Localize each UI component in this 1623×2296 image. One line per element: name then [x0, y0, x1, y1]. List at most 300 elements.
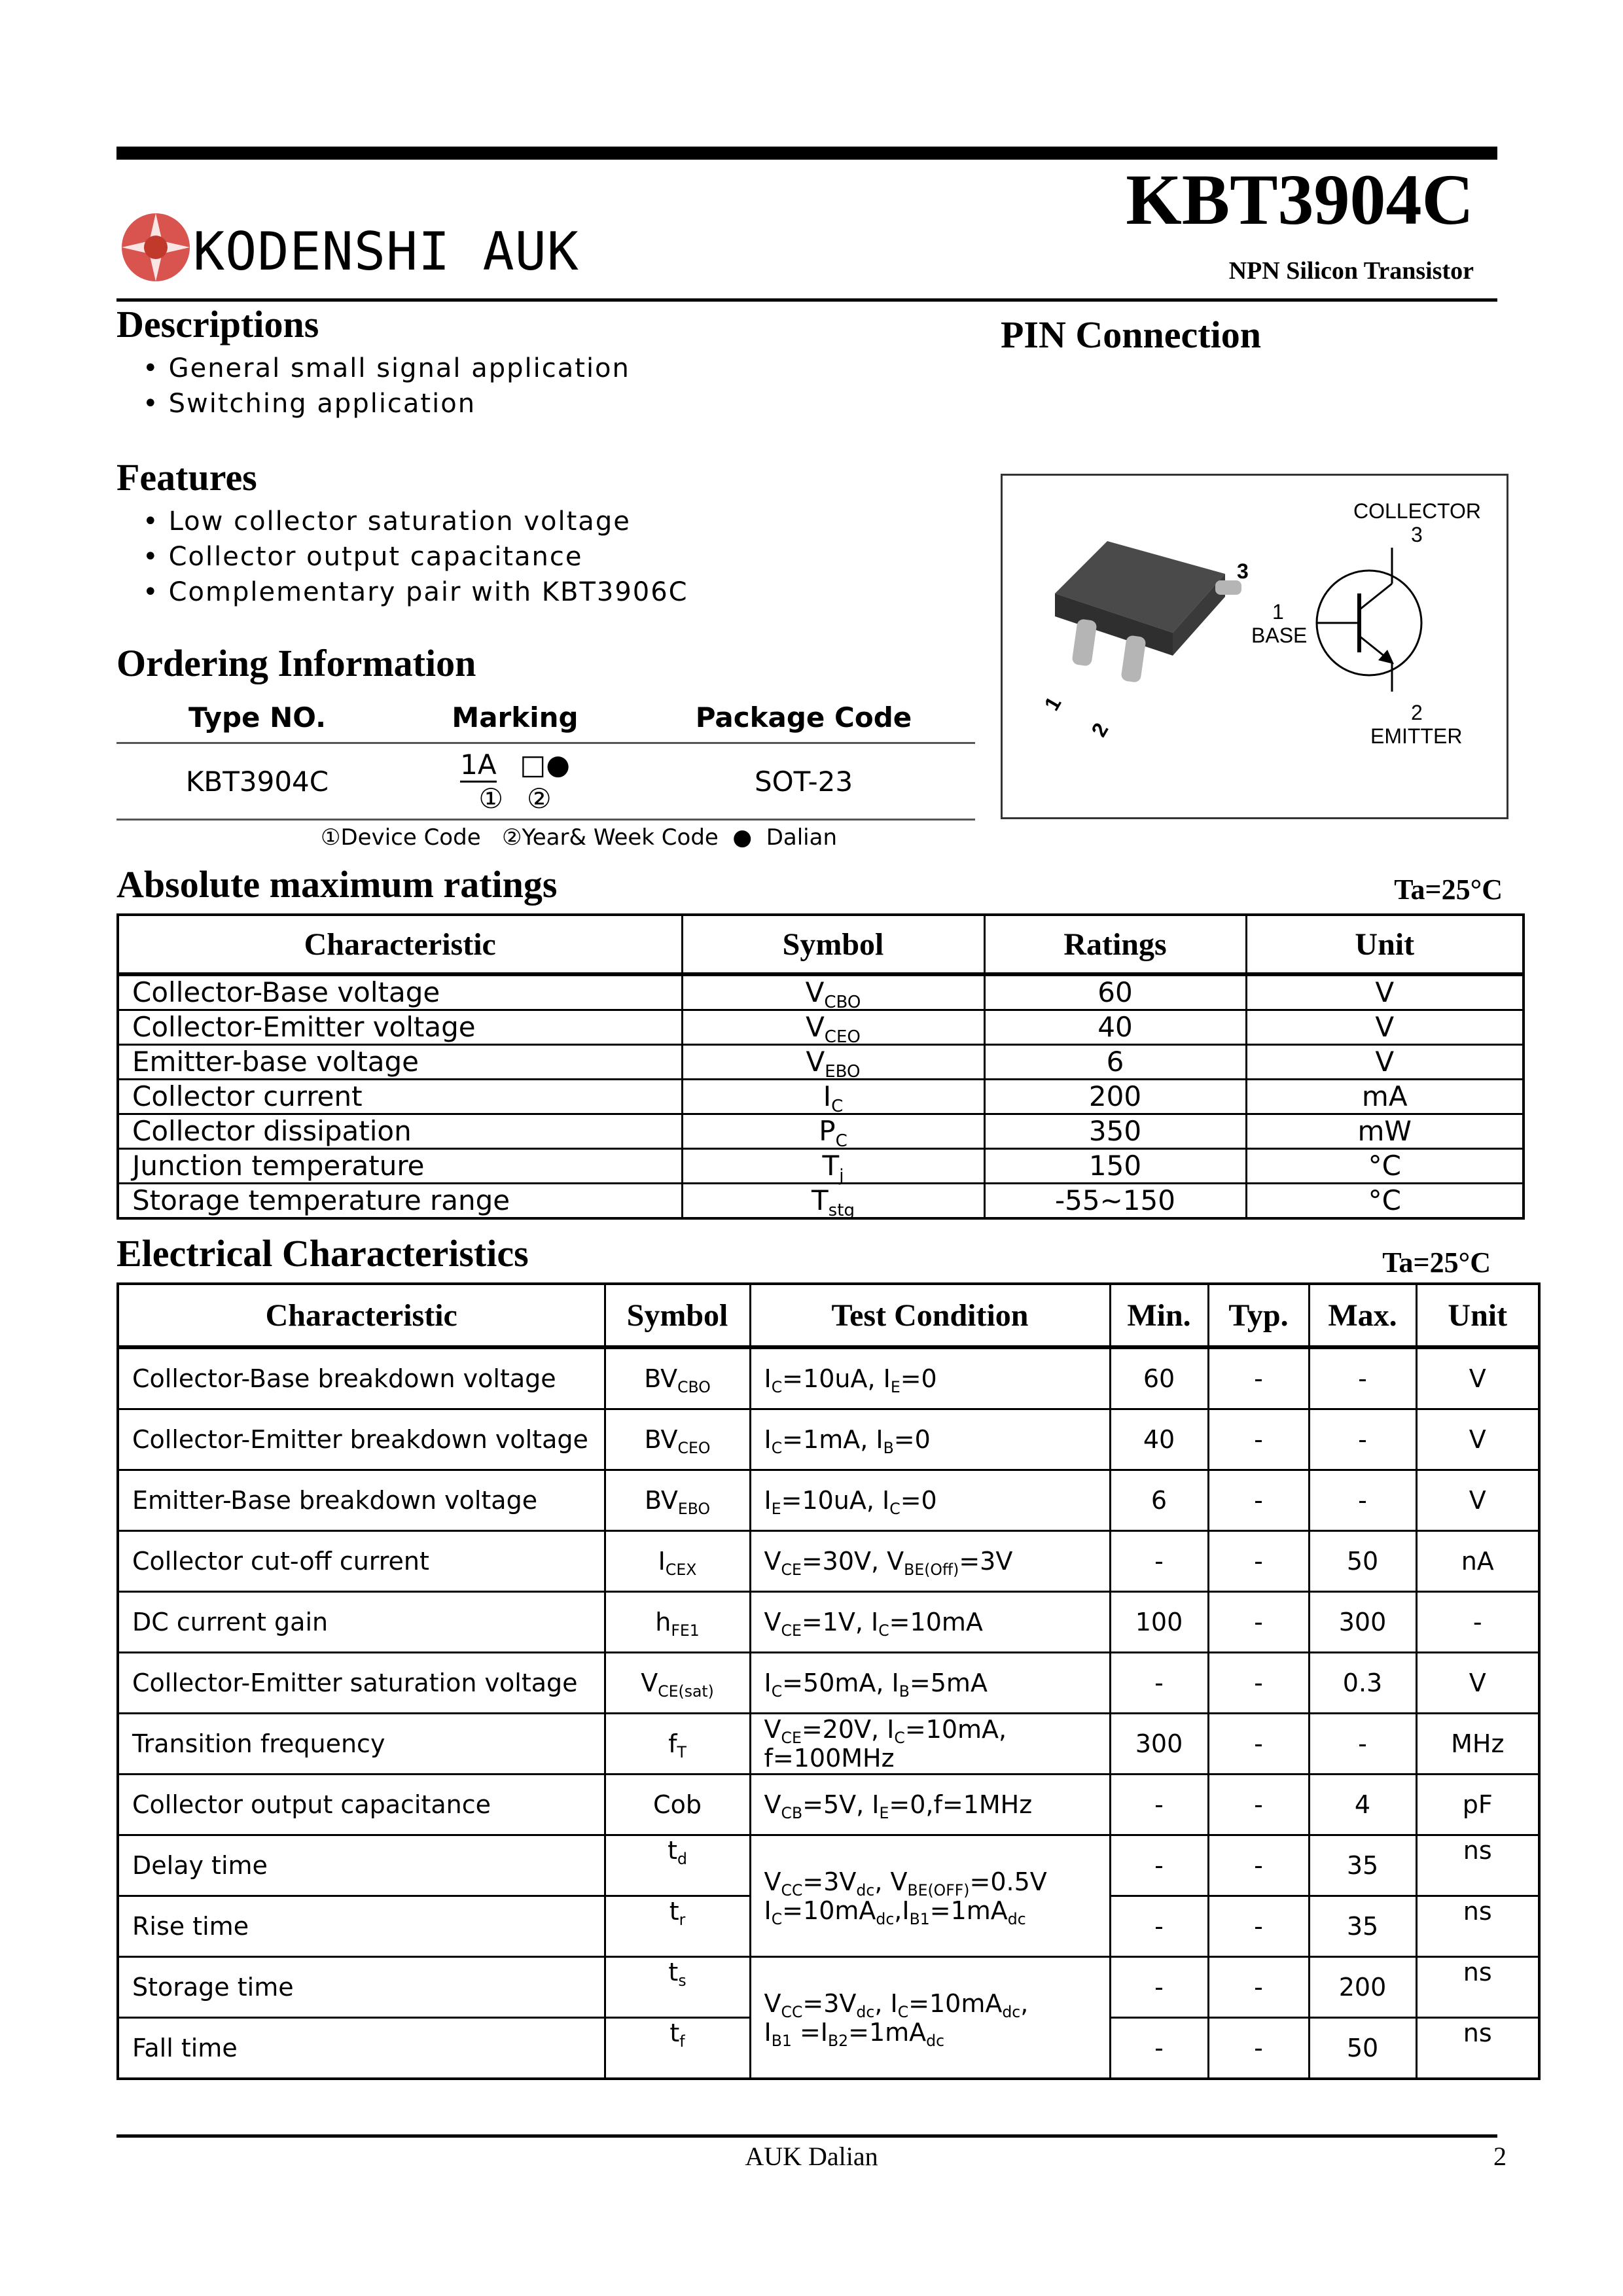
- table-row: [118, 1149, 1524, 1184]
- subscript: BE(OFF): [907, 1881, 970, 1899]
- elec-max: 200: [1309, 1957, 1416, 2018]
- symbol-sub: EBO: [825, 1062, 861, 1082]
- features-heading: Features: [116, 456, 257, 499]
- symbol-sub: CBO: [824, 993, 861, 1013]
- condition-line: [764, 2017, 1109, 2050]
- elec-typ: -: [1208, 1531, 1309, 1592]
- table-row: [118, 1010, 1524, 1045]
- elec-test-condition: [750, 1531, 1110, 1592]
- symbol-sub: f: [679, 2032, 685, 2051]
- symbol-main: f: [668, 1729, 677, 1758]
- elec-unit: nA: [1416, 1531, 1539, 1592]
- elec-unit: MHz: [1416, 1714, 1539, 1775]
- elec-unit: ns: [1416, 2018, 1539, 2079]
- text-part: =10uA, I: [781, 1486, 890, 1515]
- elec-characteristic: Rise time: [118, 1896, 605, 1957]
- abs-symbol: [682, 1010, 984, 1048]
- abs-symbol: [682, 1045, 984, 1080]
- company-logo: [116, 208, 195, 287]
- symbol-main: P: [819, 1115, 836, 1147]
- symbol-main: I: [658, 1547, 666, 1576]
- elec-min: 300: [1110, 1714, 1208, 1775]
- abs-rating: 150: [984, 1149, 1246, 1184]
- text-part: V: [764, 1867, 781, 1896]
- elec-header-test-condition: Test Condition: [750, 1284, 1110, 1347]
- text-part: =I: [791, 2017, 828, 2047]
- elec-unit: pF: [1416, 1775, 1539, 1835]
- subscript: dc: [856, 2002, 875, 2021]
- symbol-main: h: [655, 1608, 671, 1636]
- symbol-main: T: [812, 1184, 829, 1216]
- table-row: [118, 1714, 1539, 1775]
- ordering-note: ①Device Code ②Year& Week Code ● Dalian: [321, 824, 838, 851]
- symbol-sub: FE1: [671, 1621, 700, 1640]
- elec-symbol: [605, 1531, 750, 1592]
- elec-symbol: [605, 1409, 750, 1470]
- subscript: CE: [781, 1561, 802, 1580]
- elec-header-characteristic: Characteristic: [118, 1284, 605, 1347]
- package-pin-3: 3: [1237, 559, 1249, 583]
- symbol-sub: CBO: [677, 1378, 711, 1397]
- subscript: C: [897, 2002, 909, 2021]
- text-part: V: [764, 1547, 781, 1576]
- elec-typ: -: [1208, 1653, 1309, 1714]
- elec-min: -: [1110, 1653, 1208, 1714]
- abs-max-condition: Ta=25°C: [1394, 874, 1503, 906]
- text-part: I: [764, 1364, 772, 1393]
- ordering-header-marking: Marking: [398, 692, 632, 743]
- elec-characteristic: Delay time: [118, 1835, 605, 1896]
- elec-symbol: [605, 1775, 750, 1835]
- symbol-main: t: [668, 1958, 679, 1987]
- elec-characteristic: Collector-Emitter saturation voltage: [118, 1653, 605, 1714]
- abs-unit: °C: [1246, 1184, 1524, 1219]
- elec-min: -: [1110, 1835, 1208, 1896]
- abs-header-unit: Unit: [1246, 915, 1524, 974]
- elec-symbol: [605, 1957, 750, 2018]
- subscript: E: [771, 1500, 781, 1519]
- symbol-sub: CEO: [677, 1439, 711, 1458]
- elec-max: 35: [1309, 1835, 1416, 1896]
- elec-max: -: [1309, 1714, 1416, 1775]
- text-part: =0.5V: [969, 1867, 1047, 1896]
- table-row: [116, 743, 975, 820]
- symbol-sub: EBO: [677, 1500, 711, 1519]
- symbol-main: BV: [644, 1364, 678, 1393]
- header-rule: [116, 298, 1497, 302]
- symbol-main: V: [805, 976, 825, 1008]
- elec-header-max: Max.: [1309, 1284, 1416, 1347]
- abs-unit: mA: [1246, 1080, 1524, 1114]
- text-part: =0: [893, 1425, 931, 1454]
- elec-typ: -: [1208, 1470, 1309, 1531]
- elec-header-unit: Unit: [1416, 1284, 1539, 1347]
- subscript: C: [771, 1682, 783, 1701]
- marking-circle-1: ①: [478, 782, 503, 815]
- subscript: B: [883, 1439, 894, 1458]
- abs-characteristic: Emitter-base voltage: [118, 1045, 682, 1080]
- elec-symbol: [605, 1896, 750, 1957]
- text-part: V: [764, 1790, 781, 1819]
- subscript: E: [879, 1804, 889, 1823]
- elec-symbol: [605, 1835, 750, 1896]
- symbol-sub: CE(sat): [658, 1682, 714, 1701]
- elec-max: 50: [1309, 1531, 1416, 1592]
- ordering-header-package: Package Code: [632, 692, 975, 743]
- list-item: • Switching application: [143, 386, 630, 421]
- elec-max: -: [1309, 1347, 1416, 1409]
- ordering-table: [116, 692, 975, 821]
- elec-test-condition: [750, 1775, 1110, 1835]
- collector-label: COLLECTOR: [1353, 499, 1482, 523]
- package-pin-2: 2: [1086, 718, 1113, 741]
- table-row: [118, 1531, 1539, 1592]
- text-part: =1V, I: [801, 1608, 879, 1636]
- elec-symbol: [605, 1470, 750, 1531]
- top-rule: [116, 147, 1497, 160]
- elec-max: 0.3: [1309, 1653, 1416, 1714]
- symbol-sub: C: [831, 1097, 844, 1117]
- pin-connection-heading: PIN Connection: [1001, 313, 1261, 356]
- subscript: B2: [828, 2031, 849, 2050]
- base-label: BASE: [1251, 624, 1308, 647]
- text-part: V: [764, 1608, 781, 1636]
- elec-min: -: [1110, 1957, 1208, 2018]
- symbol-main: I: [823, 1080, 832, 1112]
- table-row: [118, 1347, 1539, 1409]
- elec-min: -: [1110, 1531, 1208, 1592]
- elec-test-condition: [750, 1653, 1110, 1714]
- elec-symbol: [605, 1653, 750, 1714]
- symbol-sub: T: [677, 1743, 687, 1762]
- abs-characteristic: Storage temperature range: [118, 1184, 682, 1219]
- abs-unit: V: [1246, 974, 1524, 1010]
- text-part: =0,f=1MHz: [889, 1790, 1033, 1819]
- elec-unit: V: [1416, 1470, 1539, 1531]
- elec-min: 6: [1110, 1470, 1208, 1531]
- table-row: [118, 1957, 1539, 2018]
- table-row: [118, 1470, 1539, 1531]
- subscript: C: [771, 1378, 783, 1397]
- subscript: B1: [909, 1909, 930, 1928]
- elec-unit: -: [1416, 1592, 1539, 1653]
- abs-unit: V: [1246, 1045, 1524, 1080]
- elec-typ: -: [1208, 1714, 1309, 1775]
- list-item: • Complementary pair with KBT3906C: [143, 574, 688, 610]
- table-row: [118, 1114, 1524, 1149]
- subscript: BE(Off): [904, 1561, 959, 1580]
- elec-max: 35: [1309, 1896, 1416, 1957]
- subscript: dc: [1002, 2002, 1021, 2021]
- symbol-main: BV: [644, 1486, 678, 1515]
- elec-min: 100: [1110, 1592, 1208, 1653]
- table-row: [118, 1184, 1524, 1219]
- abs-rating: 6: [984, 1045, 1246, 1080]
- elec-min: -: [1110, 2018, 1208, 2079]
- abs-characteristic: Junction temperature: [118, 1149, 682, 1184]
- collector-pin-number: 3: [1411, 523, 1423, 546]
- elec-characteristic: Collector-Emitter breakdown voltage: [118, 1409, 605, 1470]
- symbol-main: V: [806, 1046, 825, 1078]
- ordering-package: SOT-23: [632, 743, 975, 820]
- elec-condition: Ta=25°C: [1382, 1246, 1491, 1279]
- symbol-main: V: [806, 1011, 825, 1043]
- elec-heading: Electrical Characteristics: [116, 1232, 529, 1275]
- text-part: =5V, I: [802, 1790, 880, 1819]
- subscript: dc: [1007, 1909, 1026, 1928]
- abs-unit: V: [1246, 1010, 1524, 1045]
- table-row: [118, 1409, 1539, 1470]
- abs-symbol: [682, 1080, 984, 1117]
- elec-test-condition: [750, 1470, 1110, 1531]
- text-part: =10uA, I: [782, 1364, 891, 1393]
- elec-typ: -: [1208, 1835, 1309, 1896]
- elec-test-condition: [750, 1409, 1110, 1470]
- table-row: [118, 1045, 1524, 1080]
- emitter-label: EMITTER: [1370, 724, 1463, 748]
- text-part: =50mA, I: [782, 1669, 899, 1697]
- elec-symbol: [605, 1347, 750, 1409]
- abs-characteristic: Collector-Emitter voltage: [118, 1010, 682, 1045]
- abs-max-heading: Absolute maximum ratings: [116, 863, 558, 906]
- text-part: I: [764, 2017, 772, 2047]
- elec-min: 40: [1110, 1409, 1208, 1470]
- elec-unit: V: [1416, 1653, 1539, 1714]
- table-row: [118, 1653, 1539, 1714]
- elec-header-typ: Typ.: [1208, 1284, 1309, 1347]
- elec-symbol: [605, 1592, 750, 1653]
- features-list: [143, 504, 688, 610]
- list-item: • Low collector saturation voltage: [143, 504, 688, 539]
- elec-unit: ns: [1416, 1896, 1539, 1957]
- subscript: C: [889, 1500, 901, 1519]
- footer-rule: [116, 2134, 1497, 2138]
- elec-test-condition: [750, 1592, 1110, 1653]
- text-part: =3V: [802, 1867, 857, 1896]
- subscript: B1: [771, 2031, 792, 2050]
- ordering-marking: [398, 743, 632, 820]
- text-part: =1mA, I: [782, 1425, 883, 1454]
- subscript: C: [878, 1621, 889, 1640]
- elec-table: [116, 1282, 1541, 2080]
- text-part: I: [764, 1669, 772, 1697]
- ordering-heading: Ordering Information: [116, 642, 476, 684]
- elec-typ: -: [1208, 1347, 1309, 1409]
- marking-box: □●: [520, 748, 570, 781]
- table-row: [118, 1835, 1539, 1896]
- text-part: , V: [874, 1867, 908, 1896]
- text-part: =3V: [802, 1988, 857, 2018]
- elec-test-condition: [750, 1835, 1110, 1957]
- elec-unit: V: [1416, 1347, 1539, 1409]
- subscript: CE: [781, 1621, 802, 1640]
- symbol-sub: j: [839, 1166, 844, 1186]
- abs-rating: 40: [984, 1010, 1246, 1045]
- elec-typ: -: [1208, 2018, 1309, 2079]
- elec-typ: -: [1208, 1409, 1309, 1470]
- subscript: CB: [781, 1804, 803, 1823]
- elec-typ: -: [1208, 1957, 1309, 2018]
- text-part: =3V: [959, 1547, 1013, 1576]
- text-part: =30V, V: [801, 1547, 904, 1576]
- elec-header-min: Min.: [1110, 1284, 1208, 1347]
- abs-characteristic: Collector-Base voltage: [118, 974, 682, 1010]
- subscript: dc: [876, 1909, 895, 1928]
- symbol-main: T: [822, 1150, 840, 1182]
- text-part: V: [764, 1715, 781, 1744]
- elec-max: -: [1309, 1470, 1416, 1531]
- logo-icon: [116, 208, 195, 287]
- text-part: ,: [1020, 1988, 1029, 2018]
- abs-header-characteristic: Characteristic: [118, 915, 682, 974]
- package-pin-1: 1: [1039, 692, 1066, 715]
- abs-symbol: [682, 974, 984, 1013]
- abs-characteristic: Collector current: [118, 1080, 682, 1114]
- subscript: E: [890, 1378, 901, 1397]
- abs-symbol: [682, 1184, 984, 1219]
- elec-characteristic: Transition frequency: [118, 1714, 605, 1775]
- symbol-main: t: [668, 1836, 677, 1865]
- elec-min: -: [1110, 1896, 1208, 1957]
- list-item: • Collector output capacitance: [143, 539, 688, 574]
- symbol-sub: r: [679, 1911, 686, 1930]
- descriptions-heading: Descriptions: [116, 303, 319, 345]
- abs-symbol: [682, 1114, 984, 1152]
- elec-unit: ns: [1416, 1835, 1539, 1896]
- elec-max: 4: [1309, 1775, 1416, 1835]
- part-subtitle: NPN Silicon Transistor: [1228, 257, 1474, 285]
- symbol-sub: C: [835, 1131, 847, 1152]
- table-row: [118, 1592, 1539, 1653]
- subscript: B: [899, 1682, 910, 1701]
- condition-line: [764, 1988, 1109, 2021]
- table-row: [118, 1080, 1524, 1114]
- elec-characteristic: Collector output capacitance: [118, 1775, 605, 1835]
- ordering-type-no: KBT3904C: [116, 743, 398, 820]
- text-part: I: [764, 1425, 772, 1454]
- abs-rating: 350: [984, 1114, 1246, 1149]
- abs-max-table: [116, 913, 1525, 1220]
- symbol-main: BV: [644, 1425, 678, 1454]
- elec-min: -: [1110, 1775, 1208, 1835]
- abs-rating: 200: [984, 1080, 1246, 1114]
- text-part: =10mA: [782, 1896, 876, 1925]
- subscript: dc: [926, 2031, 945, 2050]
- text-part: V: [764, 1988, 781, 2018]
- emitter-pin-number: 2: [1411, 701, 1423, 724]
- elec-test-condition: [750, 1347, 1110, 1409]
- elec-test-condition: [750, 1714, 1110, 1775]
- subscript: C: [771, 1439, 783, 1458]
- footer-text: AUK Dalian: [745, 2142, 878, 2171]
- text-part: =1mA: [929, 1896, 1008, 1925]
- base-pin-number: 1: [1272, 600, 1284, 624]
- elec-unit: ns: [1416, 1957, 1539, 2018]
- elec-max: 50: [1309, 2018, 1416, 2079]
- condition-line: [764, 1896, 1109, 1928]
- text-part: I: [764, 1896, 772, 1925]
- abs-characteristic: Collector dissipation: [118, 1114, 682, 1149]
- subscript: C: [771, 1909, 783, 1928]
- table-row: [118, 974, 1524, 1010]
- table-row: [118, 1775, 1539, 1835]
- elec-symbol: [605, 2018, 750, 2079]
- elec-characteristic: Emitter-Base breakdown voltage: [118, 1470, 605, 1531]
- elec-max: -: [1309, 1409, 1416, 1470]
- elec-header-symbol: Symbol: [605, 1284, 750, 1347]
- marking-code: 1A: [460, 749, 496, 783]
- text-part: =20V, I: [801, 1715, 895, 1744]
- subscript: CE: [781, 1729, 802, 1748]
- descriptions-list: [143, 351, 630, 421]
- symbol-sub: s: [678, 1971, 687, 1990]
- ordering-header-type: Type NO.: [116, 692, 398, 743]
- text-part: =10mA: [908, 1988, 1003, 2018]
- elec-typ: -: [1208, 1896, 1309, 1957]
- page-number: 2: [1493, 2142, 1507, 2171]
- symbol-sub: d: [677, 1850, 687, 1869]
- text-part: =0: [900, 1364, 937, 1393]
- condition-line: [764, 1867, 1109, 1899]
- abs-unit: mW: [1246, 1114, 1524, 1149]
- subscript: dc: [856, 1881, 875, 1899]
- abs-rating: -55~150: [984, 1184, 1246, 1219]
- text-part: =1mA: [848, 2017, 927, 2047]
- logo-text: KODENSHI AUK: [193, 221, 579, 282]
- abs-header-symbol: Symbol: [682, 915, 984, 974]
- symbol-sub: stg: [828, 1201, 855, 1221]
- elec-characteristic: Storage time: [118, 1957, 605, 2018]
- condition-line: [764, 1715, 1109, 1748]
- text-part: ,I: [894, 1896, 910, 1925]
- pin-diagram: [1001, 474, 1508, 819]
- elec-test-condition: [750, 1957, 1110, 2079]
- symbol-main: Cob: [653, 1790, 702, 1819]
- text-part: =5mA: [909, 1669, 988, 1697]
- abs-unit: °C: [1246, 1149, 1524, 1184]
- elec-characteristic: Collector-Base breakdown voltage: [118, 1347, 605, 1409]
- symbol-sub: CEX: [665, 1561, 697, 1580]
- subscript: CC: [781, 1881, 803, 1899]
- elec-characteristic: Fall time: [118, 2018, 605, 2079]
- elec-max: 300: [1309, 1592, 1416, 1653]
- symbol-sub: CEO: [824, 1027, 861, 1048]
- abs-header-ratings: Ratings: [984, 915, 1246, 974]
- abs-symbol: [682, 1149, 984, 1184]
- elec-min: 60: [1110, 1347, 1208, 1409]
- text-part: =0: [900, 1486, 937, 1515]
- list-item: • General small signal application: [143, 351, 630, 386]
- text-part: , I: [874, 1988, 898, 2018]
- subscript: C: [894, 1729, 905, 1748]
- elec-typ: -: [1208, 1592, 1309, 1653]
- abs-rating: 60: [984, 974, 1246, 1010]
- text-part: =10mA: [889, 1608, 983, 1636]
- elec-symbol: [605, 1714, 750, 1775]
- symbol-main: t: [669, 2019, 680, 2047]
- marking-circle-2: ②: [527, 782, 552, 815]
- symbol-main: t: [669, 1897, 679, 1926]
- condition-line: f=100MHz: [764, 1744, 895, 1773]
- elec-typ: -: [1208, 1775, 1309, 1835]
- elec-unit: V: [1416, 1409, 1539, 1470]
- subscript: CC: [781, 2002, 803, 2021]
- text-part: I: [764, 1486, 772, 1515]
- text-part: =10mA,: [904, 1715, 1007, 1744]
- elec-characteristic: DC current gain: [118, 1592, 605, 1653]
- part-number: KBT3904C: [1126, 160, 1474, 239]
- symbol-main: V: [641, 1669, 658, 1697]
